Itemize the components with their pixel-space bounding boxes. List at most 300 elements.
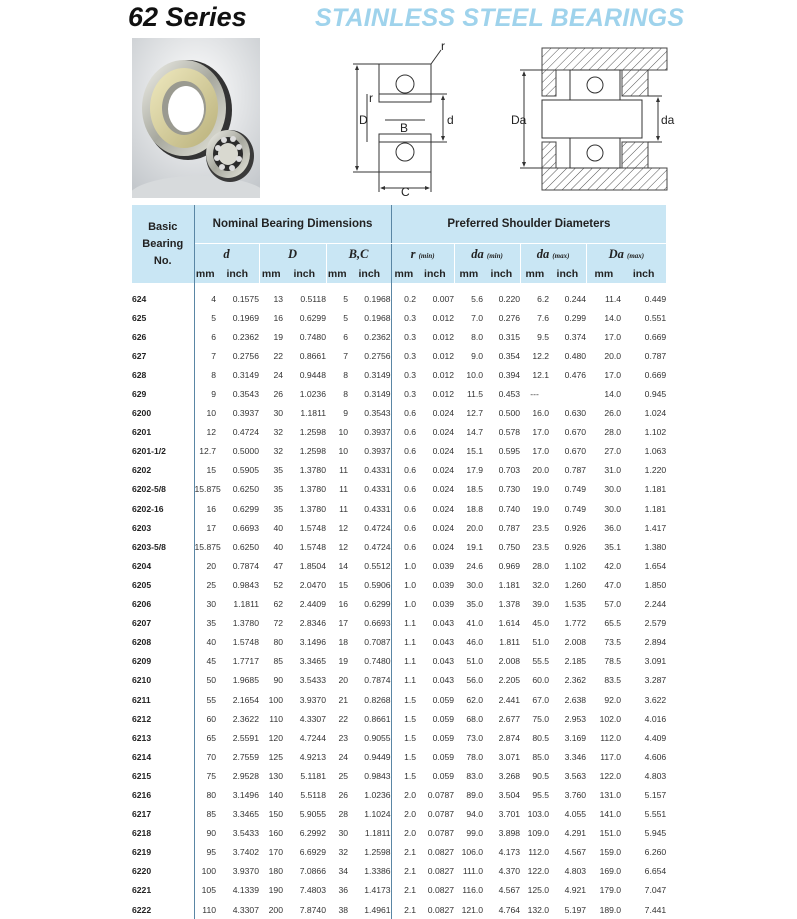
- cell-bearing-no: 6201-1/2: [132, 442, 194, 461]
- cell-da-min-inch: 0.315: [498, 331, 521, 342]
- cell-r-mm: 2.1: [404, 866, 417, 877]
- cell-D-inch: 3.3465: [299, 656, 326, 667]
- unit-inch: inch: [416, 265, 454, 283]
- cell-BC-inch: 1.2598: [348, 843, 391, 862]
- table-row: [132, 633, 666, 652]
- cell-BC-mm: 8: [343, 389, 348, 400]
- cell-bearing-no: 627: [132, 346, 194, 365]
- cell-da-max-inch: 1.772: [564, 618, 587, 629]
- cell-r-inch: 0.024: [432, 408, 455, 419]
- cell-Da-max-inch: 4.606: [644, 751, 667, 762]
- cell-BC-inch: 0.9449: [348, 747, 391, 766]
- cell-Da-max-mm: 169.0: [599, 866, 622, 877]
- cell-d-inch: 0.2756: [232, 350, 259, 361]
- cell-da-min-inch: 0.740: [498, 503, 521, 514]
- cell-da-min-mm: 11.5: [466, 389, 484, 400]
- cell-r-mm: 0.6: [404, 484, 417, 495]
- cell-da-max-inch: 5.197: [564, 904, 587, 915]
- cell-D-inch: 5.1181: [300, 770, 326, 781]
- cell-Da-max-inch: 4.803: [644, 770, 667, 781]
- cell-BC-mm: 32: [338, 847, 348, 858]
- cell-da-max-mm: 23.5: [532, 522, 550, 533]
- cell-r-inch: 0.024: [432, 427, 455, 438]
- cell-d-mm: 45: [206, 656, 216, 667]
- cell-Da-max-mm: 31.0: [604, 465, 622, 476]
- cell-D-inch: 0.6299: [299, 312, 326, 323]
- table-row: [132, 442, 666, 461]
- cell-Da-max-inch: 7.441: [644, 904, 667, 915]
- cell-da-max-inch: 1.260: [564, 579, 587, 590]
- cell-d-mm: 105: [201, 885, 216, 896]
- cell-BC-mm: 24: [338, 751, 348, 762]
- cell-da-max-inch: 1.535: [564, 599, 587, 610]
- cell-da-max-mm: 7.6: [537, 312, 550, 323]
- cell-da-max-inch: 4.803: [564, 866, 587, 877]
- cell-r-mm: 1.0: [404, 560, 417, 571]
- cell-D-mm: 120: [268, 732, 283, 743]
- cell-da-min-inch: 0.578: [498, 427, 521, 438]
- cell-BC-inch: 0.4331: [348, 461, 391, 480]
- cell-r-mm: 2.0: [404, 809, 417, 820]
- cell-da-min-inch: 0.276: [498, 312, 521, 323]
- cell-bearing-no: 6210: [132, 671, 194, 690]
- cell-D-mm: 170: [268, 847, 283, 858]
- cell-d-inch: 1.5748: [232, 637, 259, 648]
- cell-d-mm: 85: [206, 809, 216, 820]
- cell-da-max-inch: 0.374: [564, 331, 587, 342]
- cell-D-inch: 3.5433: [299, 675, 326, 686]
- cell-BC-inch: 0.2756: [348, 346, 391, 365]
- cell-d-mm: 7: [211, 350, 216, 361]
- table-row: [132, 327, 666, 346]
- cell-D-mm: 52: [273, 579, 283, 590]
- cell-d-inch: 2.9528: [232, 770, 259, 781]
- unit-inch: inch: [216, 265, 259, 283]
- cell-da-min-mm: 30.0: [466, 579, 484, 590]
- cell-r-mm: 0.6: [404, 408, 417, 419]
- cell-Da-max-mm: 189.0: [599, 904, 622, 915]
- cell-r-mm: 1.0: [404, 599, 417, 610]
- cell-r-inch: 0.024: [432, 465, 455, 476]
- unit-mm: mm: [391, 265, 416, 283]
- cell-r-inch: 0.059: [432, 751, 455, 762]
- cell-Da-max-inch: 1.181: [644, 503, 667, 514]
- cell-da-min-mm: 15.1: [466, 446, 484, 457]
- cell-d-mm: 50: [206, 675, 216, 686]
- cell-BC-mm: 16: [338, 599, 348, 610]
- cell-da-max-mm: 67.0: [532, 694, 550, 705]
- cell-da-max-mm: 19.0: [532, 484, 550, 495]
- cell-d-mm: 55: [206, 694, 216, 705]
- cell-r-inch: 0.043: [432, 675, 455, 686]
- cell-D-inch: 1.3780: [299, 465, 326, 476]
- unit-mm: mm: [259, 265, 283, 283]
- cell-r-inch: 0.024: [432, 446, 455, 457]
- cell-da-min-mm: 35.0: [466, 599, 484, 610]
- cell-d-mm: 10: [206, 408, 216, 419]
- cell-BC-inch: 0.3149: [348, 365, 391, 384]
- cell-D-inch: 3.1496: [299, 637, 326, 648]
- unit-mm: mm: [454, 265, 483, 283]
- cell-BC-mm: 12: [338, 522, 348, 533]
- cell-Da-max-mm: 141.0: [599, 809, 622, 820]
- cell-Da-max-inch: 1.102: [644, 427, 667, 438]
- cell-d-inch: 0.3543: [232, 389, 259, 400]
- cell-Da-max-mm: 17.0: [604, 331, 622, 342]
- cell-BC-inch: 0.4331: [348, 480, 391, 499]
- cell-da-min-mm: 18.5: [466, 484, 484, 495]
- cell-da-max-inch: 2.362: [564, 675, 587, 686]
- cell-da-min-mm: 89.0: [466, 789, 484, 800]
- table-row: [132, 480, 666, 499]
- cell-d-inch: 3.5433: [232, 828, 259, 839]
- unit-mm: mm: [520, 265, 549, 283]
- cell-Da-max-mm: 35.1: [604, 541, 622, 552]
- cell-D-mm: 35: [273, 503, 283, 514]
- cell-D-mm: 62: [273, 599, 283, 610]
- cell-da-min-inch: 3.898: [498, 828, 521, 839]
- cell-da-min-mm: 62.0: [466, 694, 484, 705]
- cell-da-min-inch: 0.220: [498, 293, 521, 304]
- cell-Da-max-mm: 42.0: [604, 560, 622, 571]
- cell-r-mm: 1.0: [404, 579, 417, 590]
- cell-Da-max-inch: 3.622: [644, 694, 667, 705]
- cell-D-inch: 5.5118: [300, 789, 326, 800]
- cell-BC-inch: 0.3937: [348, 423, 391, 442]
- cell-da-min-mm: 5.6: [471, 293, 484, 304]
- cell-bearing-no: 6214: [132, 747, 194, 766]
- cell-bearing-no: 6200: [132, 404, 194, 423]
- cell-BC-inch: 0.7087: [348, 633, 391, 652]
- cell-da-max-inch: 0.787: [564, 465, 587, 476]
- cell-d-inch: 0.9843: [232, 579, 259, 590]
- cell-da-max-mm: 112.0: [528, 847, 550, 858]
- cell-Da-max-inch: 6.654: [644, 866, 667, 877]
- header-preferred-shoulder-diameters: Preferred Shoulder Diameters: [391, 205, 666, 244]
- cell-BC-inch: 0.6693: [348, 614, 391, 633]
- table-row: [132, 785, 666, 804]
- cell-BC-mm: 19: [338, 656, 348, 667]
- label-r-left: r: [369, 91, 373, 105]
- cell-da-max-mm: 9.5: [537, 331, 550, 342]
- cell-r-inch: 0.0827: [427, 904, 455, 915]
- cell-da-min-inch: 4.764: [498, 904, 521, 915]
- cell-d-inch: 0.6250: [232, 541, 259, 552]
- cell-D-inch: 2.4409: [299, 599, 326, 610]
- cell-BC-mm: 17: [338, 618, 348, 629]
- cell-Da-max-inch: 1.181: [644, 484, 667, 495]
- cell-r-inch: 0.0827: [427, 847, 455, 858]
- cell-D-inch: 1.3780: [299, 503, 326, 514]
- cell-D-mm: 140: [268, 789, 283, 800]
- cell-BC-mm: 21: [338, 694, 348, 705]
- cell-da-min-mm: 121.0: [461, 904, 484, 915]
- cell-d-inch: 1.3780: [232, 618, 259, 629]
- cell-r-mm: 1.5: [404, 713, 417, 724]
- cell-D-inch: 3.9370: [299, 694, 326, 705]
- unit-inch: inch: [283, 265, 326, 283]
- cell-da-min-inch: 0.750: [498, 541, 521, 552]
- table-body: [132, 289, 666, 919]
- cell-da-min-mm: 106.0: [461, 847, 484, 858]
- cell-da-max-inch: 4.567: [564, 847, 587, 858]
- cell-d-inch: 0.6693: [232, 522, 259, 533]
- header-sym-Da-max: Da (max): [586, 244, 666, 266]
- cell-Da-max-mm: 179.0: [599, 885, 622, 896]
- cell-BC-inch: 0.6299: [348, 595, 391, 614]
- cell-d-mm: 4: [211, 293, 216, 304]
- cell-da-max-mm: 85.0: [532, 751, 550, 762]
- cell-BC-mm: 20: [338, 675, 348, 686]
- cell-Da-max-mm: 26.0: [604, 408, 622, 419]
- cell-bearing-no: 6211: [132, 690, 194, 709]
- cell-Da-max-mm: 27.0: [604, 446, 622, 457]
- cell-d-inch: 2.1654: [232, 694, 259, 705]
- cell-r-mm: 0.3: [404, 389, 417, 400]
- cell-D-mm: 200: [268, 904, 283, 915]
- cell-d-mm: 110: [202, 904, 216, 915]
- cell-d-inch: 0.3149: [232, 369, 259, 380]
- cell-da-max-mm: 16.0: [532, 408, 550, 419]
- cell-da-min-mm: 10.0: [466, 369, 484, 380]
- cell-da-min-inch: 3.701: [498, 809, 521, 820]
- cell-bearing-no: 628: [132, 365, 194, 384]
- cell-BC-mm: 36: [338, 885, 348, 896]
- cell-r-mm: 0.3: [404, 331, 417, 342]
- cell-da-max-mm: 109.0: [527, 828, 550, 839]
- cell-D-inch: 1.5748: [299, 541, 326, 552]
- cell-bearing-no: 6216: [132, 785, 194, 804]
- cell-d-inch: 2.5591: [232, 732, 259, 743]
- table-row: [132, 308, 666, 327]
- cell-BC-mm: 28: [338, 809, 348, 820]
- cell-r-mm: 1.5: [404, 694, 417, 705]
- bearing-spec-table: [132, 205, 666, 919]
- cell-da-max-mm: 60.0: [532, 675, 550, 686]
- cell-da-min-inch: 2.677: [498, 713, 521, 724]
- cell-Da-max-mm: 47.0: [604, 579, 622, 590]
- cell-da-max-inch: 1.102: [564, 560, 587, 571]
- table-row: [132, 843, 666, 862]
- cell-D-mm: 85: [273, 656, 283, 667]
- unit-mm: mm: [326, 265, 348, 283]
- cell-D-inch: 2.0470: [299, 579, 326, 590]
- cell-D-inch: 7.4803: [299, 885, 326, 896]
- cell-bearing-no: 625: [132, 308, 194, 327]
- cell-BC-inch: 1.4173: [348, 881, 391, 900]
- cell-Da-max-inch: 1.220: [644, 465, 667, 476]
- cell-D-inch: 2.8346: [299, 618, 326, 629]
- header-sym-D: D: [259, 244, 326, 266]
- cell-d-mm: 20: [206, 560, 216, 571]
- cell-bearing-no: 6206: [132, 595, 194, 614]
- cell-BC-inch: 0.4331: [348, 499, 391, 518]
- cell-BC-mm: 11: [339, 484, 348, 495]
- unit-inch: inch: [549, 265, 586, 283]
- label-da: da: [661, 113, 675, 127]
- cell-Da-max-mm: 92.0: [604, 694, 622, 705]
- cell-D-mm: 47: [273, 560, 283, 571]
- cell-r-mm: 0.6: [404, 427, 417, 438]
- cell-r-mm: 0.6: [404, 522, 417, 533]
- cell-r-inch: 0.0787: [427, 809, 455, 820]
- cell-da-min-mm: 7.0: [471, 312, 484, 323]
- cell-BC-mm: 23: [338, 732, 348, 743]
- cell-D-mm: 26: [273, 389, 283, 400]
- cell-da-min-inch: 3.268: [498, 770, 521, 781]
- cell-bearing-no: 6222: [132, 900, 194, 919]
- cell-da-max-inch: 0.299: [564, 312, 587, 323]
- cell-da-min-inch: 0.730: [498, 484, 521, 495]
- unit-mm: mm: [586, 265, 621, 283]
- cell-da-max-mm: 39.0: [532, 599, 550, 610]
- cell-da-max-inch: 0.670: [564, 446, 587, 457]
- table-row: [132, 556, 666, 575]
- cell-D-mm: 125: [268, 751, 283, 762]
- cell-BC-inch: 0.8661: [348, 709, 391, 728]
- unit-inch: inch: [348, 265, 391, 283]
- cell-D-inch: 6.2992: [299, 828, 326, 839]
- cell-bearing-no: 6202-5/8: [132, 480, 194, 499]
- cell-Da-max-inch: 2.579: [644, 618, 667, 629]
- cell-BC-mm: 25: [338, 770, 348, 781]
- cell-Da-max-inch: 1.417: [644, 522, 667, 533]
- table-row: [132, 518, 666, 537]
- cell-da-max-inch: 4.055: [564, 809, 587, 820]
- cell-bearing-no: 6203-5/8: [132, 537, 194, 556]
- cell-da-min-mm: 46.0: [466, 637, 484, 648]
- table-row: [132, 900, 666, 919]
- cell-da-max-mm: 75.0: [532, 713, 550, 724]
- cell-da-min-inch: 1.614: [498, 618, 521, 629]
- cell-da-min-mm: 12.7: [466, 408, 484, 419]
- cell-D-mm: 100: [268, 694, 283, 705]
- cell-D-mm: 160: [268, 828, 283, 839]
- cell-BC-mm: 30: [338, 828, 348, 839]
- cell-BC-mm: 22: [338, 713, 348, 724]
- cell-BC-mm: 9: [343, 408, 348, 419]
- cell-Da-max-inch: 7.047: [644, 885, 667, 896]
- cell-bearing-no: 6213: [132, 728, 194, 747]
- cell-da-min-mm: 17.9: [466, 465, 484, 476]
- cell-da-min-inch: 0.453: [498, 389, 521, 400]
- cell-d-mm: 35: [206, 618, 216, 629]
- cell-d-mm: 16: [206, 503, 216, 514]
- table-row: [132, 595, 666, 614]
- cell-Da-max-mm: 20.0: [604, 350, 622, 361]
- cell-d-mm: 12.7: [199, 446, 216, 457]
- table-row: [132, 805, 666, 824]
- cell-BC-inch: 1.1024: [348, 805, 391, 824]
- cell-da-max-mm: ---: [530, 389, 539, 400]
- cell-D-inch: 0.8661: [299, 350, 326, 361]
- cell-bearing-no: 6208: [132, 633, 194, 652]
- cell-Da-max-inch: 5.551: [644, 809, 667, 820]
- table-row: [132, 575, 666, 594]
- cell-Da-max-inch: 0.551: [644, 312, 667, 323]
- cell-D-mm: 130: [268, 770, 283, 781]
- cell-BC-inch: 0.2362: [348, 327, 391, 346]
- cell-d-mm: 6: [211, 331, 216, 342]
- cell-d-inch: 1.7717: [232, 656, 259, 667]
- cell-da-min-inch: 0.394: [498, 369, 521, 380]
- cell-bearing-no: 6202: [132, 461, 194, 480]
- cell-da-max-mm: 122.0: [527, 866, 550, 877]
- cell-da-max-mm: 32.0: [532, 579, 550, 590]
- cell-BC-inch: 0.8268: [348, 690, 391, 709]
- cell-D-inch: 1.1811: [300, 408, 326, 419]
- cell-bearing-no: 624: [132, 289, 194, 308]
- cell-Da-max-inch: 1.380: [644, 541, 667, 552]
- cell-d-inch: 1.1811: [233, 599, 259, 610]
- cell-d-mm: 15: [206, 465, 216, 476]
- cell-r-mm: 0.6: [404, 541, 417, 552]
- cell-da-max-mm: 51.0: [532, 637, 550, 648]
- cell-d-inch: 3.9370: [232, 866, 259, 877]
- cell-Da-max-mm: 73.5: [604, 637, 622, 648]
- cell-da-max-mm: 55.5: [532, 656, 550, 667]
- table-row: [132, 461, 666, 480]
- cell-da-max-mm: 20.0: [532, 465, 550, 476]
- cell-d-mm: 90: [206, 828, 216, 839]
- cell-da-min-inch: 3.071: [498, 751, 521, 762]
- header-basic-bearing-no: Basic Bearing No.: [132, 205, 194, 283]
- cell-da-min-inch: 0.969: [498, 560, 521, 571]
- cell-D-inch: 1.5748: [299, 522, 326, 533]
- table-row: [132, 652, 666, 671]
- cell-BC-inch: 1.4961: [348, 900, 391, 919]
- label-D: D: [359, 113, 368, 127]
- cell-da-min-inch: 0.703: [498, 465, 521, 476]
- cell-da-min-mm: 20.0: [466, 522, 484, 533]
- cell-da-max-inch: 3.346: [564, 751, 587, 762]
- cell-Da-max-mm: 102.0: [599, 713, 622, 724]
- cell-r-inch: 0.0787: [427, 789, 455, 800]
- cell-da-max-inch: 0.926: [564, 541, 587, 552]
- cell-Da-max-mm: 122.0: [599, 770, 622, 781]
- cell-Da-max-inch: 4.016: [644, 713, 667, 724]
- cell-BC-mm: 7: [343, 350, 348, 361]
- table-row: [132, 747, 666, 766]
- cell-d-inch: 0.4724: [232, 427, 259, 438]
- cell-D-mm: 72: [273, 618, 283, 629]
- cell-D-mm: 19: [273, 331, 283, 342]
- cell-da-max-mm: 12.1: [532, 369, 550, 380]
- cell-d-inch: 0.5000: [232, 446, 259, 457]
- cell-D-mm: 24: [273, 369, 283, 380]
- cell-bearing-no: 6218: [132, 824, 194, 843]
- table-row: [132, 862, 666, 881]
- cell-da-min-inch: 2.441: [498, 694, 521, 705]
- cell-da-max-inch: 4.921: [564, 885, 587, 896]
- cell-da-max-mm: 80.5: [532, 732, 550, 743]
- cell-D-inch: 1.2598: [299, 446, 326, 457]
- cell-D-mm: 190: [268, 885, 283, 896]
- cell-BC-inch: 0.3149: [348, 384, 391, 403]
- cell-d-mm: 30: [206, 599, 216, 610]
- cell-d-mm: 65: [206, 732, 216, 743]
- table-row: [132, 423, 666, 442]
- cell-BC-inch: 1.1811: [348, 824, 391, 843]
- cell-r-inch: 0.012: [432, 312, 455, 323]
- cell-BC-inch: 0.9843: [348, 766, 391, 785]
- cell-BC-inch: 0.3937: [348, 442, 391, 461]
- cell-d-mm: 80: [206, 789, 216, 800]
- cell-BC-mm: 10: [338, 446, 348, 457]
- cell-d-inch: 4.3307: [232, 904, 259, 915]
- cell-da-min-inch: 2.205: [498, 675, 521, 686]
- cell-r-inch: 0.043: [432, 618, 455, 629]
